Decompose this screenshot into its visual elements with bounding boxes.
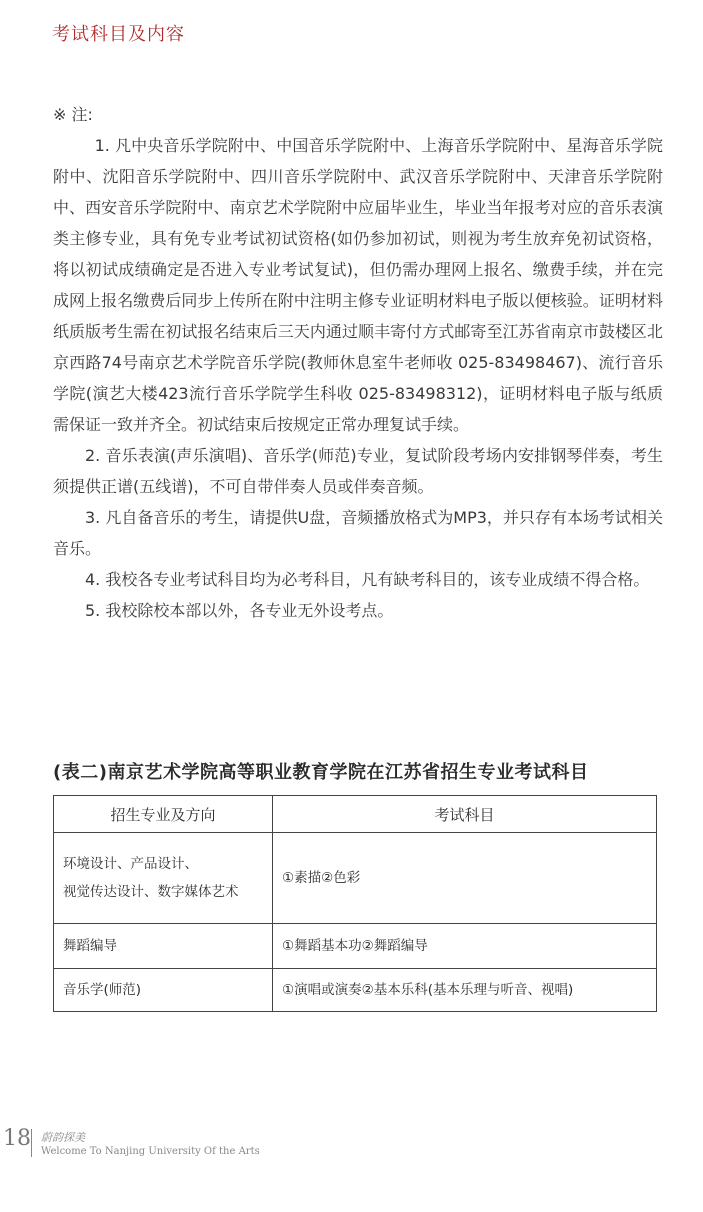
section-title: 考试科目及内容 <box>52 24 185 45</box>
header-major: 招生专业及方向 <box>54 796 273 833</box>
footer-tagline-cn: 蔚韵探美 <box>41 1131 85 1144</box>
notes-block <box>53 99 663 626</box>
note-item-1: 1. 凡中央音乐学院附中、中国音乐学院附中、上海音乐学院附中、星海音乐学院附中、沈阳音乐学院附中、四川音乐学院附中、武汉音乐学院附中、天津音乐学院附中、西安音乐学院附中、南京艺术学院附中应届毕业生，毕业当年报考对应的音乐表演类主修专业，具有免专业考试初试资格(如仍参加初试，则视为考生放弃免初试资格，将以初试成绩确定是否进入专业考试复试)，但仍需办理网上报名、缴费手续，并在完成网上报名缴费后同步上传所在附中注明主修专业证明材料电子版以便核验。证明材料纸质版考生需在初试报名结束后三天内通过顺丰寄付方式邮寄至江苏省南京市鼓楼区北京西路74号南京艺术学院音乐学院(教师休息室牛老师收 025-83498467)、流行音乐学院(演艺大楼423流行音乐学院学生科收 025-83498312)，证明材料电子版与纸质需保证一致并齐全。初试结束后按规定正常办理复试手续。 <box>53 136 663 434</box>
subjects-cell: ①舞蹈基本功②舞蹈编导 <box>273 924 657 969</box>
table-row <box>54 924 657 969</box>
major-line: 视觉传达设计、数字媒体艺术 <box>63 884 239 900</box>
header-subjects: 考试科目 <box>273 796 657 833</box>
subjects-cell: ①演唱或演奏②基本乐科(基本乐理与听音、视唱) <box>273 969 657 1012</box>
major-cell <box>54 969 273 1012</box>
page-number: 18 <box>3 1126 31 1151</box>
page-footer <box>0 1124 300 1168</box>
major-cell <box>54 924 273 969</box>
major-line: 环境设计、产品设计、 <box>63 856 198 872</box>
footer-divider <box>31 1129 32 1157</box>
exam-subjects-table <box>53 795 657 1012</box>
table-header-row <box>54 796 657 833</box>
note-item-4: 4. 我校各专业考试科目均为必考科目，凡有缺考科目的，该专业成绩不得合格。 <box>85 570 650 589</box>
major-line: 舞蹈编导 <box>63 938 117 954</box>
major-line: 音乐学(师范) <box>63 982 142 998</box>
table-row <box>54 833 657 924</box>
note-item-2: 2. 音乐表演(声乐演唱)、音乐学(师范)专业，复试阶段考场内安排钢琴伴奏，考生须提供正谱(五线谱)，不可自带伴奏人员或伴奏音频。 <box>53 446 663 496</box>
notes-heading: ※ 注: <box>53 105 93 124</box>
table-row <box>54 969 657 1012</box>
note-item-5: 5. 我校除校本部以外，各专业无外设考点。 <box>85 601 394 620</box>
table-title: (表二)南京艺术学院高等职业教育学院在江苏省招生专业考试科目 <box>53 762 589 783</box>
note-item-3: 3. 凡自备音乐的考生，请提供U盘，音频播放格式为MP3，并只存有本场考试相关音乐。 <box>53 508 663 558</box>
footer-tagline-en: Welcome To Nanjing University Of the Arts <box>41 1146 260 1157</box>
major-cell <box>54 833 273 924</box>
subjects-cell: ①素描②色彩 <box>273 833 657 924</box>
